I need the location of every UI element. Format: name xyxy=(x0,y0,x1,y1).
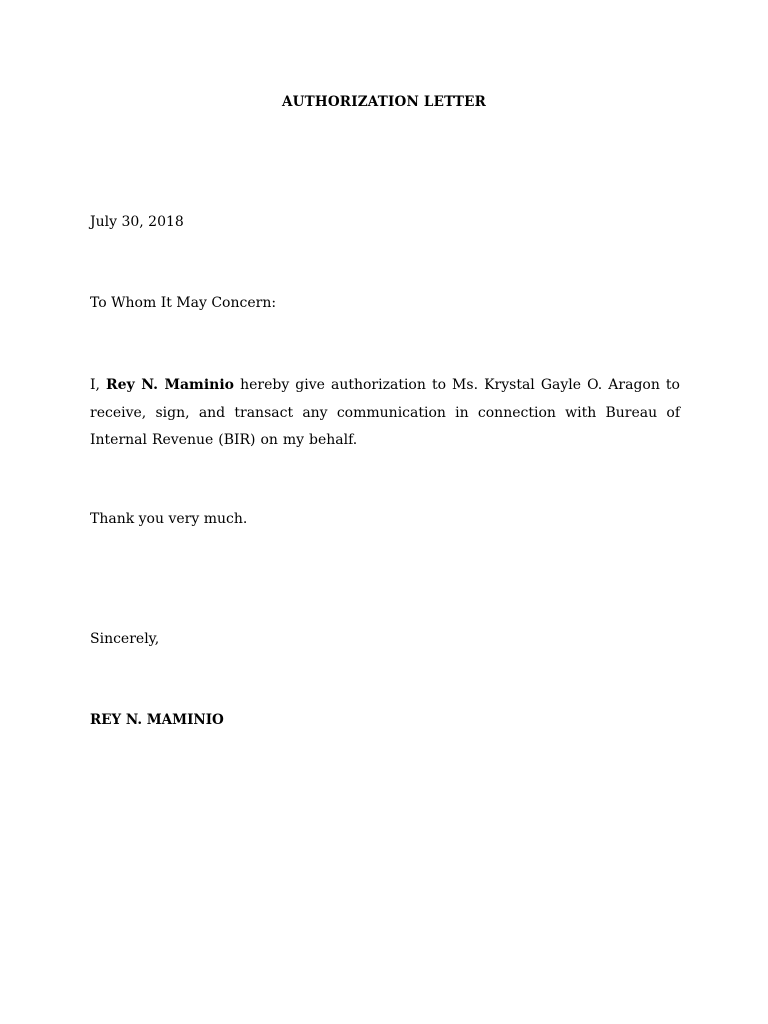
body-prefix: I, xyxy=(90,377,107,393)
letter-signature-name: REY N. MAMINIO xyxy=(90,712,224,728)
letter-body xyxy=(90,372,680,455)
body-authorizer-name: Rey N. Maminio xyxy=(106,377,235,393)
letter-title: AUTHORIZATION LETTER xyxy=(282,94,486,110)
letter-closing: Sincerely, xyxy=(90,631,160,647)
letter-thanks: Thank you very much. xyxy=(90,511,248,527)
letter-salutation: To Whom It May Concern: xyxy=(90,295,277,311)
letter-date: July 30, 2018 xyxy=(90,214,184,230)
body-text: hereby give authorization to Ms. Krystal Gayle O. Aragon to receive, sign, and transact any communication in connection with Bureau of Internal Revenue (BIR) on my behalf. xyxy=(90,377,680,448)
